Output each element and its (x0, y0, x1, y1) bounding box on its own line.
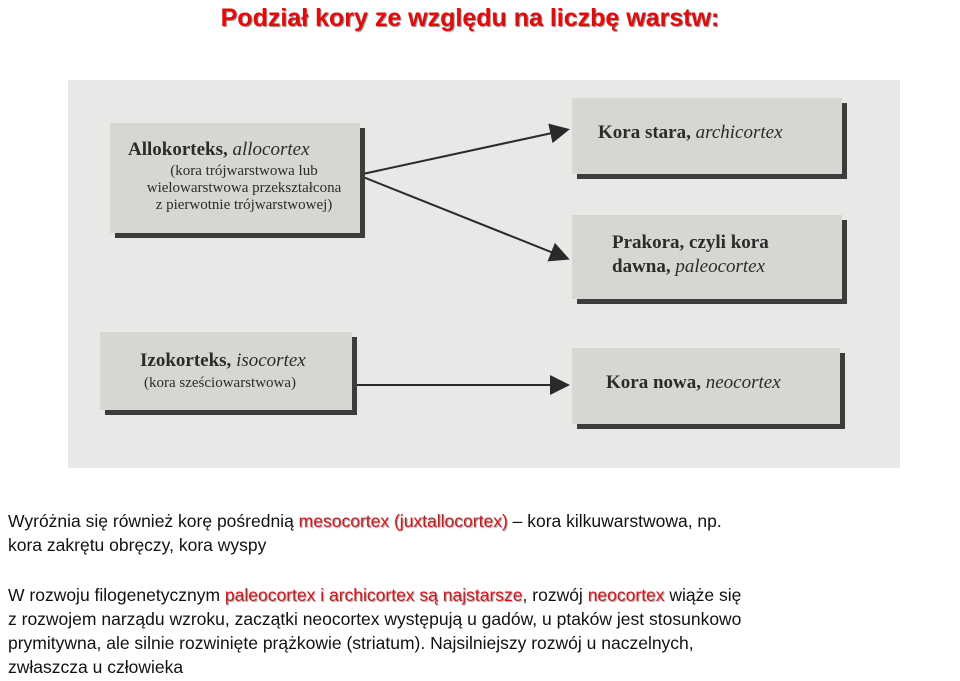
arrow-to-kora-stara (358, 130, 566, 175)
kora-nowa-box (572, 348, 840, 424)
izokorteks-note: (kora sześciowarstwowa) (144, 375, 297, 391)
kora-stara-box (572, 98, 842, 174)
neocortex-highlight: neocortex (587, 585, 665, 605)
kora-nowa-heading: Kora nowa, neocortex (606, 372, 781, 393)
paragraph-phylogeny-line2: z rozwojem narządu wzroku, zaczątki neocortex występują u gadów, u ptaków jest stosunkowo (8, 609, 742, 629)
paragraph-phylogeny-line1: W rozwoju filogenetycznym paleocortex i archicortex są najstarsze, rozwój neocortex wiąże się (8, 585, 742, 605)
allokorteks-note: (kora trójwarstwowa lub wielowarstwowa przekształcona z pierwotnie trójwarstwowej) (146, 163, 342, 213)
slide-title: Podział kory ze względu na liczbę warstw: (220, 4, 720, 32)
paragraph-mesocortex-line2: kora zakrętu obręczy, kora wyspy (8, 535, 267, 555)
prakora-box (572, 215, 842, 299)
arrow-to-prakora (358, 175, 566, 258)
cortex-classification-diagram (68, 80, 900, 468)
paragraph-phylogeny-line4: zwłaszcza u człowieka (8, 657, 184, 677)
izokorteks-box (100, 332, 352, 410)
izokorteks-heading: Izokorteks, isocortex (140, 350, 306, 371)
paragraph-phylogeny-line3: prymitywna, ale silnie rozwinięte prążkowie (striatum). Najsilniejszy rozwój u naczelnych, (8, 633, 694, 653)
paragraph-mesocortex-line1: Wyróżnia się również korę pośrednią mesocortex (juxtallocortex) – kora kilkuwarstwowa, np. (8, 511, 722, 531)
allokorteks-heading: Allokorteks, allocortex (128, 139, 310, 160)
mesocortex-highlight: mesocortex (juxtallocortex) (298, 511, 508, 531)
paragraph-mesocortex (8, 509, 953, 557)
oldest-cortex-highlight: paleocortex i archicortex są najstarsze (224, 585, 523, 605)
paragraph-phylogeny (8, 583, 958, 679)
allokorteks-box (110, 123, 360, 233)
kora-stara-heading: Kora stara, archicortex (598, 122, 783, 143)
prakora-heading: Prakora, czyli kora dawna, paleocortex (612, 232, 769, 277)
